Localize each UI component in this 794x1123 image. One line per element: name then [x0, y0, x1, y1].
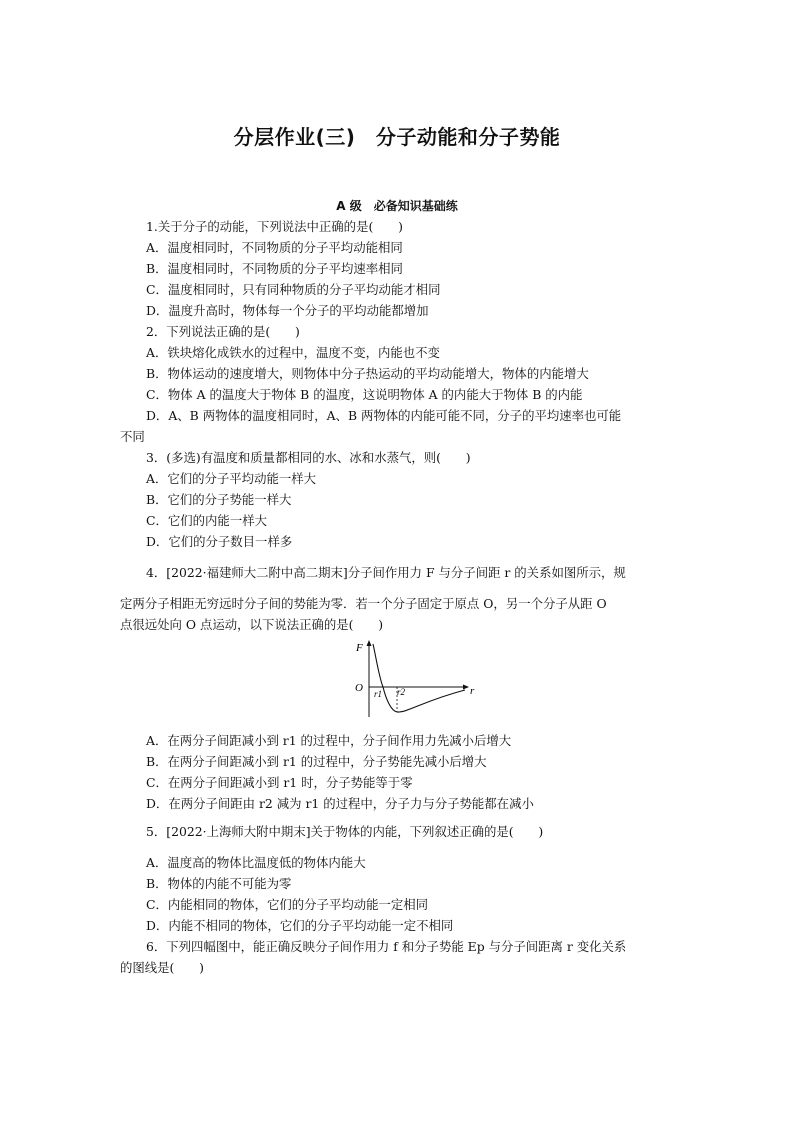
q5-option-d: D．内能不相同的物体，它们的分子平均动能一定不相同: [146, 918, 454, 933]
q5-option-c: C．内能相同的物体，它们的分子平均动能一定相同: [146, 897, 429, 912]
x-axis-arrow: [463, 685, 469, 690]
q1-option-d: D．温度升高时，物体每一个分子的平均动能都增加: [146, 303, 429, 318]
r1-label: r1: [374, 689, 383, 699]
force-distance-graph: [353, 639, 483, 727]
section-heading: A 级 必备知识基础练: [336, 199, 458, 213]
q3-option-a: A．它们的分子平均动能一样大: [146, 471, 317, 486]
q4-option-d: D．在两分子间距由 r2 减为 r1 的过程中，分子力与分子势能都在减小: [146, 796, 534, 811]
q4-figure: [120, 635, 676, 730]
q2-stem: 2．下列说法正确的是( ): [146, 324, 300, 339]
q2-option-c: C．物体 A 的温度大于物体 B 的温度，这说明物体 A 的内能大于物体 B 的内能: [146, 387, 583, 402]
q3-option-c: C．它们的内能一样大: [146, 513, 267, 528]
q2-option-a: A．铁块熔化成铁水的过程中，温度不变，内能也不变: [146, 345, 440, 360]
q4-option-c: C．在两分子间距减小到 r1 时，分子势能等于零: [146, 775, 413, 790]
q2-option-d: D．A、B 两物体的温度相同时，A、B 两物体的内能可能不同，分子的平均速率也可能: [146, 408, 622, 423]
q5-stem: 5．[2022·上海师大附中期末]关于物体的内能，下列叙述正确的是( ): [146, 824, 544, 839]
q6-stem-line-1: 6．下列四幅图中，能正确反映分子间作用力 f 和分子势能 Ep 与分子间距离 r 变化关系: [146, 939, 627, 954]
x-axis-label: r: [470, 685, 475, 697]
q1-stem: 1.关于分子的动能，下列说法中正确的是( ): [146, 219, 403, 234]
page-title: 分层作业(三) 分子动能和分子势能: [233, 125, 561, 149]
q1-option-b: B．温度相同时，不同物质的分子平均速率相同: [146, 261, 403, 276]
q4-stem-line-1: 4．[2022·福建师大二附中高二期末]分子间作用力 F 与分子间距 r 的关系如图所示，规: [146, 565, 626, 580]
q4-option-b: B．在两分子间距减小到 r1 的过程中，分子势能先减小后增大: [146, 754, 487, 769]
y-axis-label: F: [356, 642, 363, 654]
q3-option-d: D．它们的分子数目一样多: [146, 534, 293, 549]
q5-option-a: A．温度高的物体比温度低的物体内能大: [146, 855, 366, 870]
q4-stem-line-2: 定两分子相距无穷远时分子间的势能为零．若一个分子固定于原点 O，另一个分子从距 O: [120, 596, 607, 611]
q4-option-a: A．在两分子间距减小到 r1 的过程中，分子间作用力先减小后增大: [146, 733, 512, 748]
q1-option-c: C．温度相同时，只有同种物质的分子平均动能才相同: [146, 282, 441, 297]
y-axis-arrow: [367, 640, 372, 646]
q2-option-b: B．物体运动的速度增大，则物体中分子热运动的平均动能增大，物体的内能增大: [146, 366, 589, 381]
q1-option-a: A．温度相同时，不同物质的分子平均动能相同: [146, 240, 403, 255]
force-curve: [373, 644, 465, 712]
q5-option-b: B．物体的内能不可能为零: [146, 876, 292, 891]
question-list: [120, 216, 676, 978]
q2-option-d-continued: 不同: [120, 429, 145, 444]
q3-stem: 3．(多选)有温度和质量都相同的水、冰和水蒸气，则( ): [146, 450, 471, 465]
origin-label: O: [355, 682, 363, 694]
q6-stem-line-2: 的图线是( ): [120, 960, 205, 975]
r2-label: r2: [397, 687, 406, 697]
q4-stem-line-3: 点很远处向 O 点运动，以下说法正确的是( ): [120, 617, 384, 632]
q3-option-b: B．它们的分子势能一样大: [146, 492, 292, 507]
